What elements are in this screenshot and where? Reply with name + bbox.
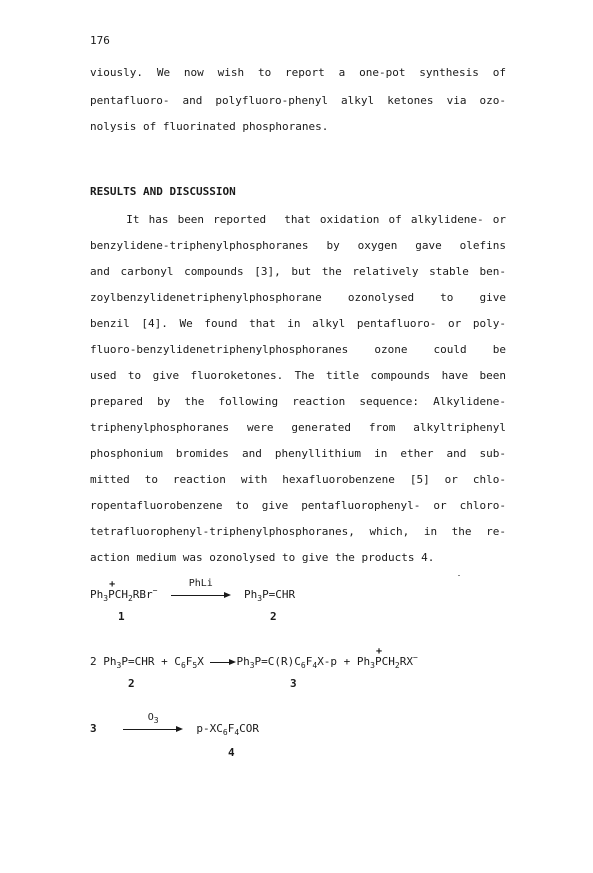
text-line: zoylbenzylidenetriphenylphosphorane ozonolysed to give <box>90 291 506 304</box>
text-line: phosphonium bromides and phenyllithium in ether and sub- <box>90 447 506 460</box>
text-line: mitted to reaction with hexafluorobenzene [5] or chlo- <box>90 473 506 486</box>
page-number: 176 <box>90 34 110 47</box>
text-line: benzil [4]. We found that in alkyl pentafluoro- or poly- <box>90 317 506 330</box>
text-line: pentafluoro- and polyfluoro-phenyl alkyl ketones via ozo- <box>90 94 506 107</box>
section-heading: RESULTS AND DISCUSSION <box>90 185 236 198</box>
compound-label: 3 <box>90 722 97 735</box>
text-line: used to give fluoroketones. The title compounds have been <box>90 369 506 382</box>
reaction-arrow <box>210 659 236 666</box>
reaction-arrow <box>171 577 231 599</box>
text-line: tetrafluorophenyl-triphenylphosphoranes, which, in the re- <box>90 525 506 538</box>
compound-label: 4 <box>228 746 235 759</box>
reaction-1: $Ph_3+ PCH_2RBr^-$ PhLi $Ph_3P=CHR$ <box>90 588 295 601</box>
reagent-label: $O_3$ <box>147 711 159 725</box>
compound-label: 3 <box>290 677 297 690</box>
text-line: It has been reported that oxidation of alkylidene- or <box>90 213 506 226</box>
compound-label: 2 <box>270 610 277 623</box>
text-line: and carbonyl compounds [3], but the relatively stable ben- <box>90 265 506 278</box>
reaction-3: 3 $O_3$ $p-XC_6F_4COR$ <box>90 711 260 737</box>
reagent-label: PhLi <box>188 577 213 589</box>
reaction-2: 2 $Ph_3P=CHR + C_6F_5X$ $Ph_3P=C(R)C_6F_4X-p + Ph_3+ PCH_2RX^-$ <box>90 655 418 668</box>
text-line: ropentafluorobenzene to give pentafluorophenyl- or chloro- <box>90 499 506 512</box>
compound-label: 1 <box>118 610 125 623</box>
coefficient: 2 <box>90 655 97 668</box>
print-speck <box>458 575 460 576</box>
text-line: fluoro-benzylidenetriphenylphosphoranes ozone could be <box>90 343 506 356</box>
text-line: prepared by the following reaction sequence: Alkylidene- <box>90 395 506 408</box>
reaction-arrow <box>123 711 183 733</box>
text-line: action medium was ozonolysed to give the products 4. <box>90 551 435 564</box>
compound-label: 2 <box>128 677 135 690</box>
text-line: nolysis of fluorinated phosphoranes. <box>90 120 329 133</box>
text-line: triphenylphosphoranes were generated from alkyltriphenyl <box>90 421 506 434</box>
text-line: benzylidene-triphenylphosphoranes by oxygen gave olefins <box>90 239 506 252</box>
text-line: viously. We now wish to report a one-pot synthesis of <box>90 66 506 79</box>
